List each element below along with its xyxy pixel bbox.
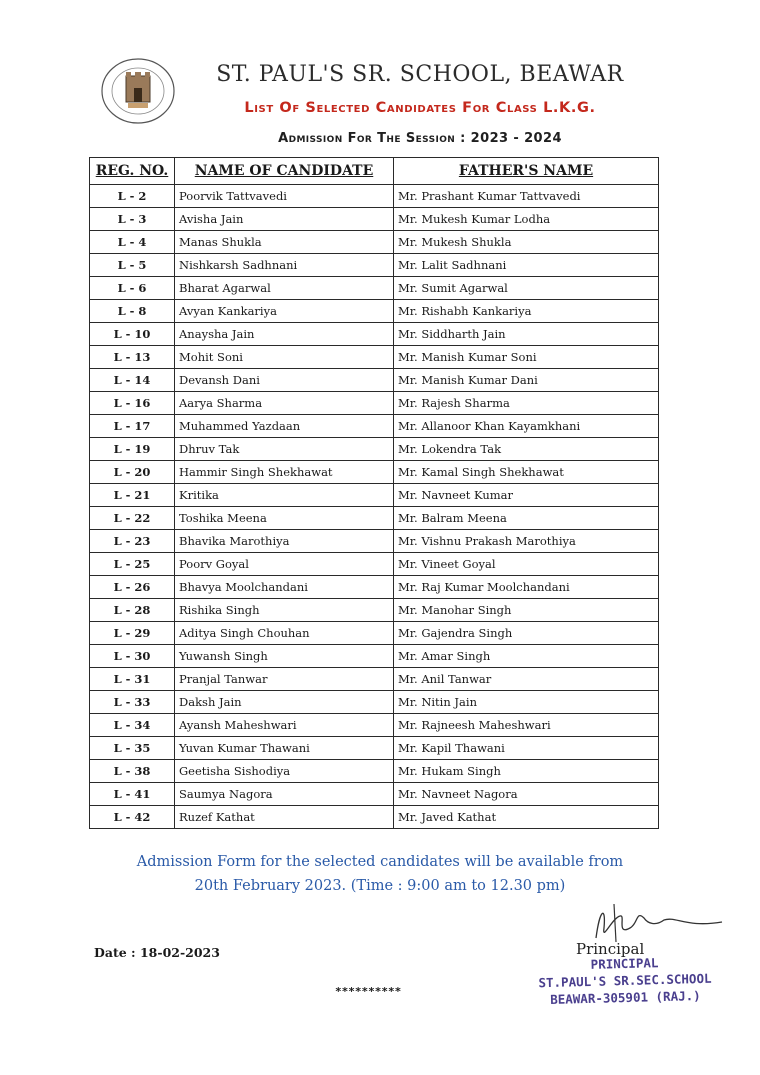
notice-line-2: 20th February 2023. (Time : 9:00 am to 12.30 pm) — [194, 878, 566, 894]
candidate-name-cell: Aarya Sharma — [175, 392, 394, 415]
father-name-cell: Mr. Navneet Nagora — [394, 783, 659, 806]
table-row — [90, 277, 659, 300]
table-row — [90, 737, 659, 760]
table-row — [90, 714, 659, 737]
table-row — [90, 668, 659, 691]
reg-no-cell: L - 19 — [90, 438, 175, 461]
reg-no-cell: L - 14 — [90, 369, 175, 392]
father-name-cell: Mr. Lalit Sadhnani — [394, 254, 659, 277]
end-stars: ********** — [335, 985, 402, 998]
candidates-table — [89, 157, 659, 829]
candidate-name-cell: Manas Shukla — [175, 231, 394, 254]
candidate-name-cell: Poorvik Tattvavedi — [175, 185, 394, 208]
candidates-table-body — [90, 185, 659, 829]
reg-no-cell: L - 3 — [90, 208, 175, 231]
reg-no-cell: L - 31 — [90, 668, 175, 691]
stamp-line-2: ST.PAUL'S SR.SEC.SCHOOL — [538, 970, 712, 991]
reg-no-cell: L - 35 — [90, 737, 175, 760]
reg-no-cell: L - 28 — [90, 599, 175, 622]
candidate-name-cell: Bhavya Moolchandani — [175, 576, 394, 599]
table-row — [90, 461, 659, 484]
candidate-name-cell: Daksh Jain — [175, 691, 394, 714]
admission-notice — [100, 850, 660, 898]
father-name-cell: Mr. Amar Singh — [394, 645, 659, 668]
father-name-cell: Mr. Rishabh Kankariya — [394, 300, 659, 323]
table-row — [90, 507, 659, 530]
table-row — [90, 208, 659, 231]
candidate-name-cell: Muhammed Yazdaan — [175, 415, 394, 438]
father-name-cell: Mr. Anil Tanwar — [394, 668, 659, 691]
father-name-cell: Mr. Hukam Singh — [394, 760, 659, 783]
reg-no-cell: L - 16 — [90, 392, 175, 415]
reg-no-cell: L - 29 — [90, 622, 175, 645]
reg-no-cell: L - 41 — [90, 783, 175, 806]
father-name-cell: Mr. Allanoor Khan Kayamkhani — [394, 415, 659, 438]
stamp-line-3: BEAWAR-305901 (RAJ.) — [550, 988, 701, 1007]
father-name-cell: Mr. Manish Kumar Dani — [394, 369, 659, 392]
header-candidate-name: NAME OF CANDIDATE — [175, 158, 394, 185]
notice-line-1: Admission Form for the selected candidates will be available from — [136, 854, 624, 870]
table-row — [90, 484, 659, 507]
table-row — [90, 392, 659, 415]
principal-stamp — [514, 952, 735, 1009]
reg-no-cell: L - 33 — [90, 691, 175, 714]
candidate-name-cell: Ruzef Kathat — [175, 806, 394, 829]
table-row — [90, 760, 659, 783]
father-name-cell: Mr. Manohar Singh — [394, 599, 659, 622]
table-row — [90, 576, 659, 599]
candidate-name-cell: Anaysha Jain — [175, 323, 394, 346]
father-name-cell: Mr. Nitin Jain — [394, 691, 659, 714]
father-name-cell: Mr. Navneet Kumar — [394, 484, 659, 507]
father-name-cell: Mr. Prashant Kumar Tattvavedi — [394, 185, 659, 208]
candidate-name-cell: Nishkarsh Sadhnani — [175, 254, 394, 277]
father-name-cell: Mr. Balram Meena — [394, 507, 659, 530]
father-name-cell: Mr. Sumit Agarwal — [394, 277, 659, 300]
reg-no-cell: L - 6 — [90, 277, 175, 300]
school-crest-icon — [98, 56, 178, 126]
father-name-cell: Mr. Rajneesh Maheshwari — [394, 714, 659, 737]
candidate-name-cell: Aditya Singh Chouhan — [175, 622, 394, 645]
candidate-name-cell: Kritika — [175, 484, 394, 507]
father-name-cell: Mr. Siddharth Jain — [394, 323, 659, 346]
reg-no-cell: L - 26 — [90, 576, 175, 599]
table-header-row — [90, 158, 659, 185]
reg-no-cell: L - 17 — [90, 415, 175, 438]
table-row — [90, 783, 659, 806]
table-row — [90, 530, 659, 553]
candidate-name-cell: Bharat Agarwal — [175, 277, 394, 300]
candidate-name-cell: Toshika Meena — [175, 507, 394, 530]
candidate-name-cell: Bhavika Marothiya — [175, 530, 394, 553]
table-row — [90, 806, 659, 829]
father-name-cell: Mr. Raj Kumar Moolchandani — [394, 576, 659, 599]
reg-no-cell: L - 34 — [90, 714, 175, 737]
candidate-name-cell: Pranjal Tanwar — [175, 668, 394, 691]
table-row — [90, 599, 659, 622]
table-row — [90, 346, 659, 369]
reg-no-cell: L - 23 — [90, 530, 175, 553]
reg-no-cell: L - 25 — [90, 553, 175, 576]
candidate-name-cell: Ayansh Maheshwari — [175, 714, 394, 737]
candidate-name-cell: Saumya Nagora — [175, 783, 394, 806]
father-name-cell: Mr. Kamal Singh Shekhawat — [394, 461, 659, 484]
table-row — [90, 645, 659, 668]
reg-no-cell: L - 21 — [90, 484, 175, 507]
father-name-cell: Mr. Gajendra Singh — [394, 622, 659, 645]
candidate-name-cell: Rishika Singh — [175, 599, 394, 622]
reg-no-cell: L - 20 — [90, 461, 175, 484]
table-row — [90, 300, 659, 323]
principal-label: Principal — [576, 940, 645, 958]
candidate-name-cell: Hammir Singh Shekhawat — [175, 461, 394, 484]
reg-no-cell: L - 30 — [90, 645, 175, 668]
list-title: List Of Selected Candidates For Class L.K.G. — [244, 100, 596, 116]
reg-no-cell: L - 42 — [90, 806, 175, 829]
table-row — [90, 622, 659, 645]
father-name-cell: Mr. Lokendra Tak — [394, 438, 659, 461]
candidate-name-cell: Yuvan Kumar Thawani — [175, 737, 394, 760]
reg-no-cell: L - 2 — [90, 185, 175, 208]
father-name-cell: Mr. Javed Kathat — [394, 806, 659, 829]
table-row — [90, 185, 659, 208]
table-row — [90, 323, 659, 346]
session-title: Admission For The Session : 2023 - 2024 — [278, 131, 562, 146]
table-row — [90, 415, 659, 438]
reg-no-cell: L - 22 — [90, 507, 175, 530]
father-name-cell: Mr. Rajesh Sharma — [394, 392, 659, 415]
reg-no-cell: L - 13 — [90, 346, 175, 369]
table-row — [90, 369, 659, 392]
school-logo — [98, 56, 178, 126]
candidate-name-cell: Devansh Dani — [175, 369, 394, 392]
reg-no-cell: L - 5 — [90, 254, 175, 277]
table-row — [90, 691, 659, 714]
candidate-name-cell: Avisha Jain — [175, 208, 394, 231]
father-name-cell: Mr. Mukesh Kumar Lodha — [394, 208, 659, 231]
candidate-name-cell: Poorv Goyal — [175, 553, 394, 576]
candidate-name-cell: Dhruv Tak — [175, 438, 394, 461]
header-father-name: FATHER'S NAME — [394, 158, 659, 185]
school-name: ST. PAUL'S SR. SCHOOL, BEAWAR — [216, 62, 624, 87]
candidate-name-cell: Mohit Soni — [175, 346, 394, 369]
father-name-cell: Mr. Kapil Thawani — [394, 737, 659, 760]
table-row — [90, 231, 659, 254]
table-row — [90, 438, 659, 461]
table-row — [90, 553, 659, 576]
father-name-cell: Mr. Manish Kumar Soni — [394, 346, 659, 369]
date-label: Date : 18-02-2023 — [94, 945, 220, 960]
reg-no-cell: L - 38 — [90, 760, 175, 783]
father-name-cell: Mr. Vineet Goyal — [394, 553, 659, 576]
reg-no-cell: L - 8 — [90, 300, 175, 323]
stamp-line-1: PRINCIPAL — [590, 955, 659, 972]
reg-no-cell: L - 4 — [90, 231, 175, 254]
candidate-name-cell: Avyan Kankariya — [175, 300, 394, 323]
table-row — [90, 254, 659, 277]
father-name-cell: Mr. Mukesh Shukla — [394, 231, 659, 254]
candidate-name-cell: Yuwansh Singh — [175, 645, 394, 668]
candidate-name-cell: Geetisha Sishodiya — [175, 760, 394, 783]
reg-no-cell: L - 10 — [90, 323, 175, 346]
header-reg-no: REG. NO. — [90, 158, 175, 185]
father-name-cell: Mr. Vishnu Prakash Marothiya — [394, 530, 659, 553]
